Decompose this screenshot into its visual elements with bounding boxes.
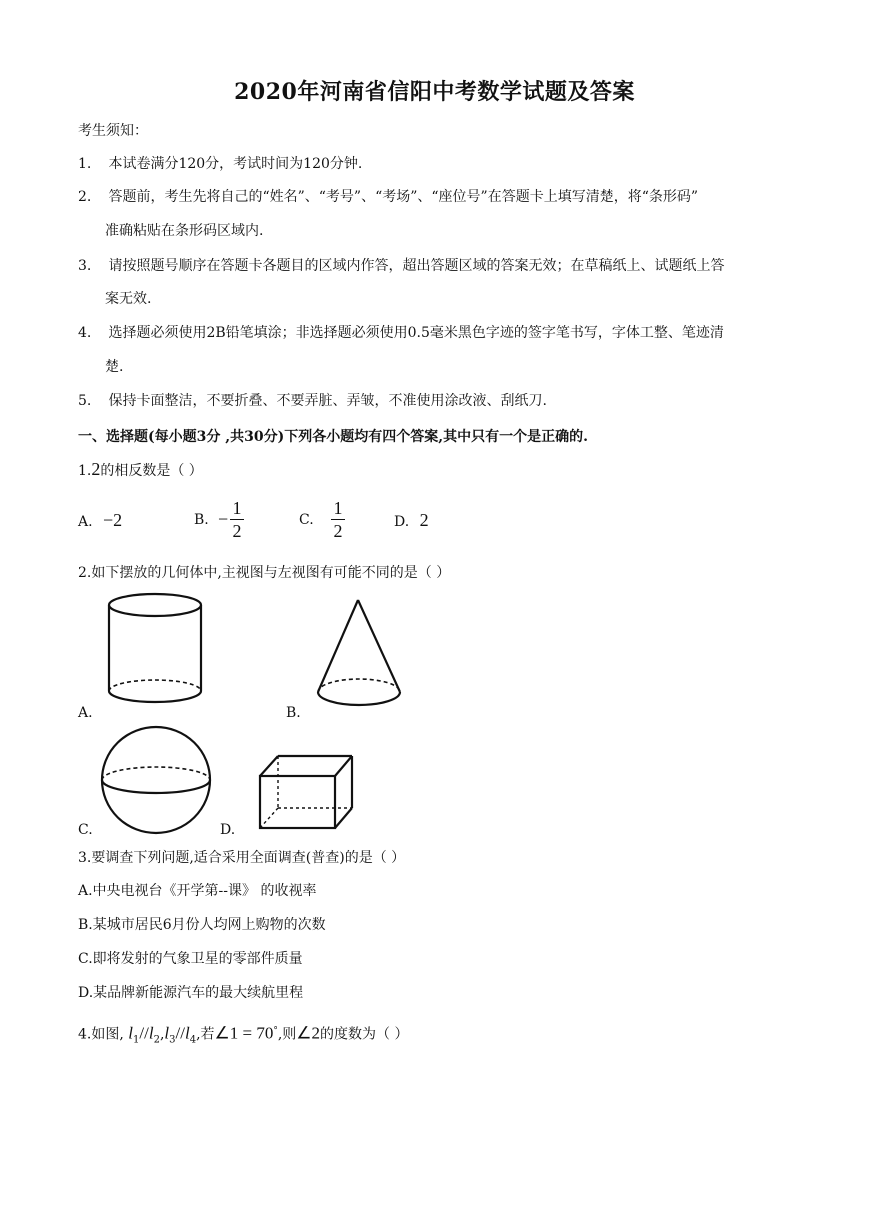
subscript: 2 (153, 1034, 160, 1046)
q3-option-c: C.即将发射的气象卫星的零部件质量 (78, 951, 303, 967)
notice-item-text: 保持卡面整洁，不要折叠、不要弄脏、弄皱，不准使用涂改液、刮纸刀. (108, 393, 547, 409)
angle-expression: ∠2 (296, 1023, 321, 1043)
sphere-icon (98, 724, 218, 838)
notice-item-text: 答题前，考生先将自己的“姓名”、“考号”、“考场”、“座位号”在答题卡上填写清楚，将“条形码” (108, 189, 699, 205)
notice-item-2 (78, 187, 698, 207)
question-1-stem (78, 459, 203, 481)
angle-expression: ∠1 = 70 (214, 1023, 274, 1043)
numerator: 1 (232, 498, 242, 518)
q2-option-d-label: D. (220, 822, 236, 838)
degree-symbol: ° (273, 1026, 278, 1036)
notice-item-text: 请按照题号顺序在答题卡各题目的区域内作答，超出答题区域的答案无效；在草稿纸上、试题纸上答 (108, 258, 725, 274)
option-value: −2 (103, 510, 123, 530)
subscript: 1 (133, 1034, 140, 1046)
question-text: ,若 (196, 1026, 215, 1043)
notice-item-text-cont: 案无效. (105, 291, 152, 307)
notice-item-number: 5. (78, 393, 92, 409)
denominator: 2 (232, 521, 242, 541)
notice-heading: 考生须知： (78, 123, 148, 139)
q1-option-c-fraction (331, 498, 345, 541)
cone-icon (310, 595, 410, 717)
notice-item-number: 2. (78, 189, 92, 205)
q1-option-a (78, 510, 122, 532)
q1-option-d (394, 510, 429, 532)
notice-item-text-cont: 楚. (105, 359, 124, 375)
q3-option-b: B.某城市居民6月份人均网上购物的次数 (78, 917, 326, 933)
question-value: 2 (91, 459, 101, 479)
q1-option-b (194, 510, 209, 530)
question-number: 1. (78, 463, 92, 479)
notice-item-text-cont: 准确粘贴在条形码区域内. (105, 223, 264, 239)
parallel-symbol: // (175, 1023, 185, 1043)
option-value: 2 (419, 510, 429, 530)
q2-option-c-label: C. (78, 822, 93, 838)
notice-item-number: 1. (78, 156, 92, 172)
q3-option-a: A.中央电视台《开学第--课》 的收视率 (78, 883, 317, 899)
page-title: 2020年河南省信阳中考数学试题及答案 (234, 79, 635, 105)
notice-item-5 (78, 391, 547, 411)
q2-option-a-label: A. (78, 705, 93, 721)
comma: , (159, 1026, 165, 1043)
line-symbol: l (164, 1023, 170, 1043)
option-label: C. (299, 512, 314, 528)
q3-option-d: D.某品牌新能源汽车的最大续航里程 (78, 985, 304, 1001)
notice-item-4 (78, 323, 724, 343)
parallel-symbol: // (139, 1023, 149, 1043)
cuboid-icon (256, 752, 356, 832)
question-text: 4.如图, (78, 1026, 124, 1043)
subscript: 4 (189, 1034, 197, 1046)
notice-item-3 (78, 256, 724, 276)
question-text: ,则 (277, 1026, 297, 1043)
numerator: 1 (333, 498, 343, 518)
subscript: 3 (169, 1034, 176, 1046)
question-3-stem: 3.要调查下列问题,适合采用全面调查(普查)的是（ ） (78, 850, 406, 866)
fraction-bar (331, 519, 345, 520)
option-label: D. (394, 514, 410, 530)
line-symbol: l (148, 1023, 154, 1043)
section-heading: 一、选择题(每小题3分 ,共30分)下列各小题均有四个答案,其中只有一个是正确的. (78, 429, 588, 445)
option-label: B. (194, 512, 209, 528)
notice-item-number: 3. (78, 258, 92, 274)
option-label: A. (78, 514, 93, 530)
line-symbol: l (184, 1023, 190, 1043)
line-symbol: l (128, 1023, 133, 1043)
q1-option-c (299, 510, 314, 530)
notice-item-text: 选择题必须使用2B铅笔填涂；非选择题必须使用0.5毫米黑色字迹的签字笔书写，字体工整、笔迹清 (108, 325, 724, 341)
question-2-stem: 2.如下摆放的几何体中,主视图与左视图有可能不同的是（ ） (78, 565, 451, 581)
notice-item-number: 4. (78, 325, 92, 341)
question-text: 的度数为（ ） (320, 1026, 409, 1043)
cylinder-icon (100, 590, 210, 715)
notice-item-1 (78, 154, 362, 174)
minus-sign: − (218, 509, 229, 529)
denominator: 2 (333, 521, 343, 541)
q2-option-b-label: B. (286, 705, 301, 721)
fraction-bar (230, 519, 244, 520)
notice-item-text: 本试卷满分120分，考试时间为120分钟. (108, 156, 363, 172)
question-text: 的相反数是（ ） (100, 463, 203, 479)
question-4-stem (78, 1021, 409, 1050)
